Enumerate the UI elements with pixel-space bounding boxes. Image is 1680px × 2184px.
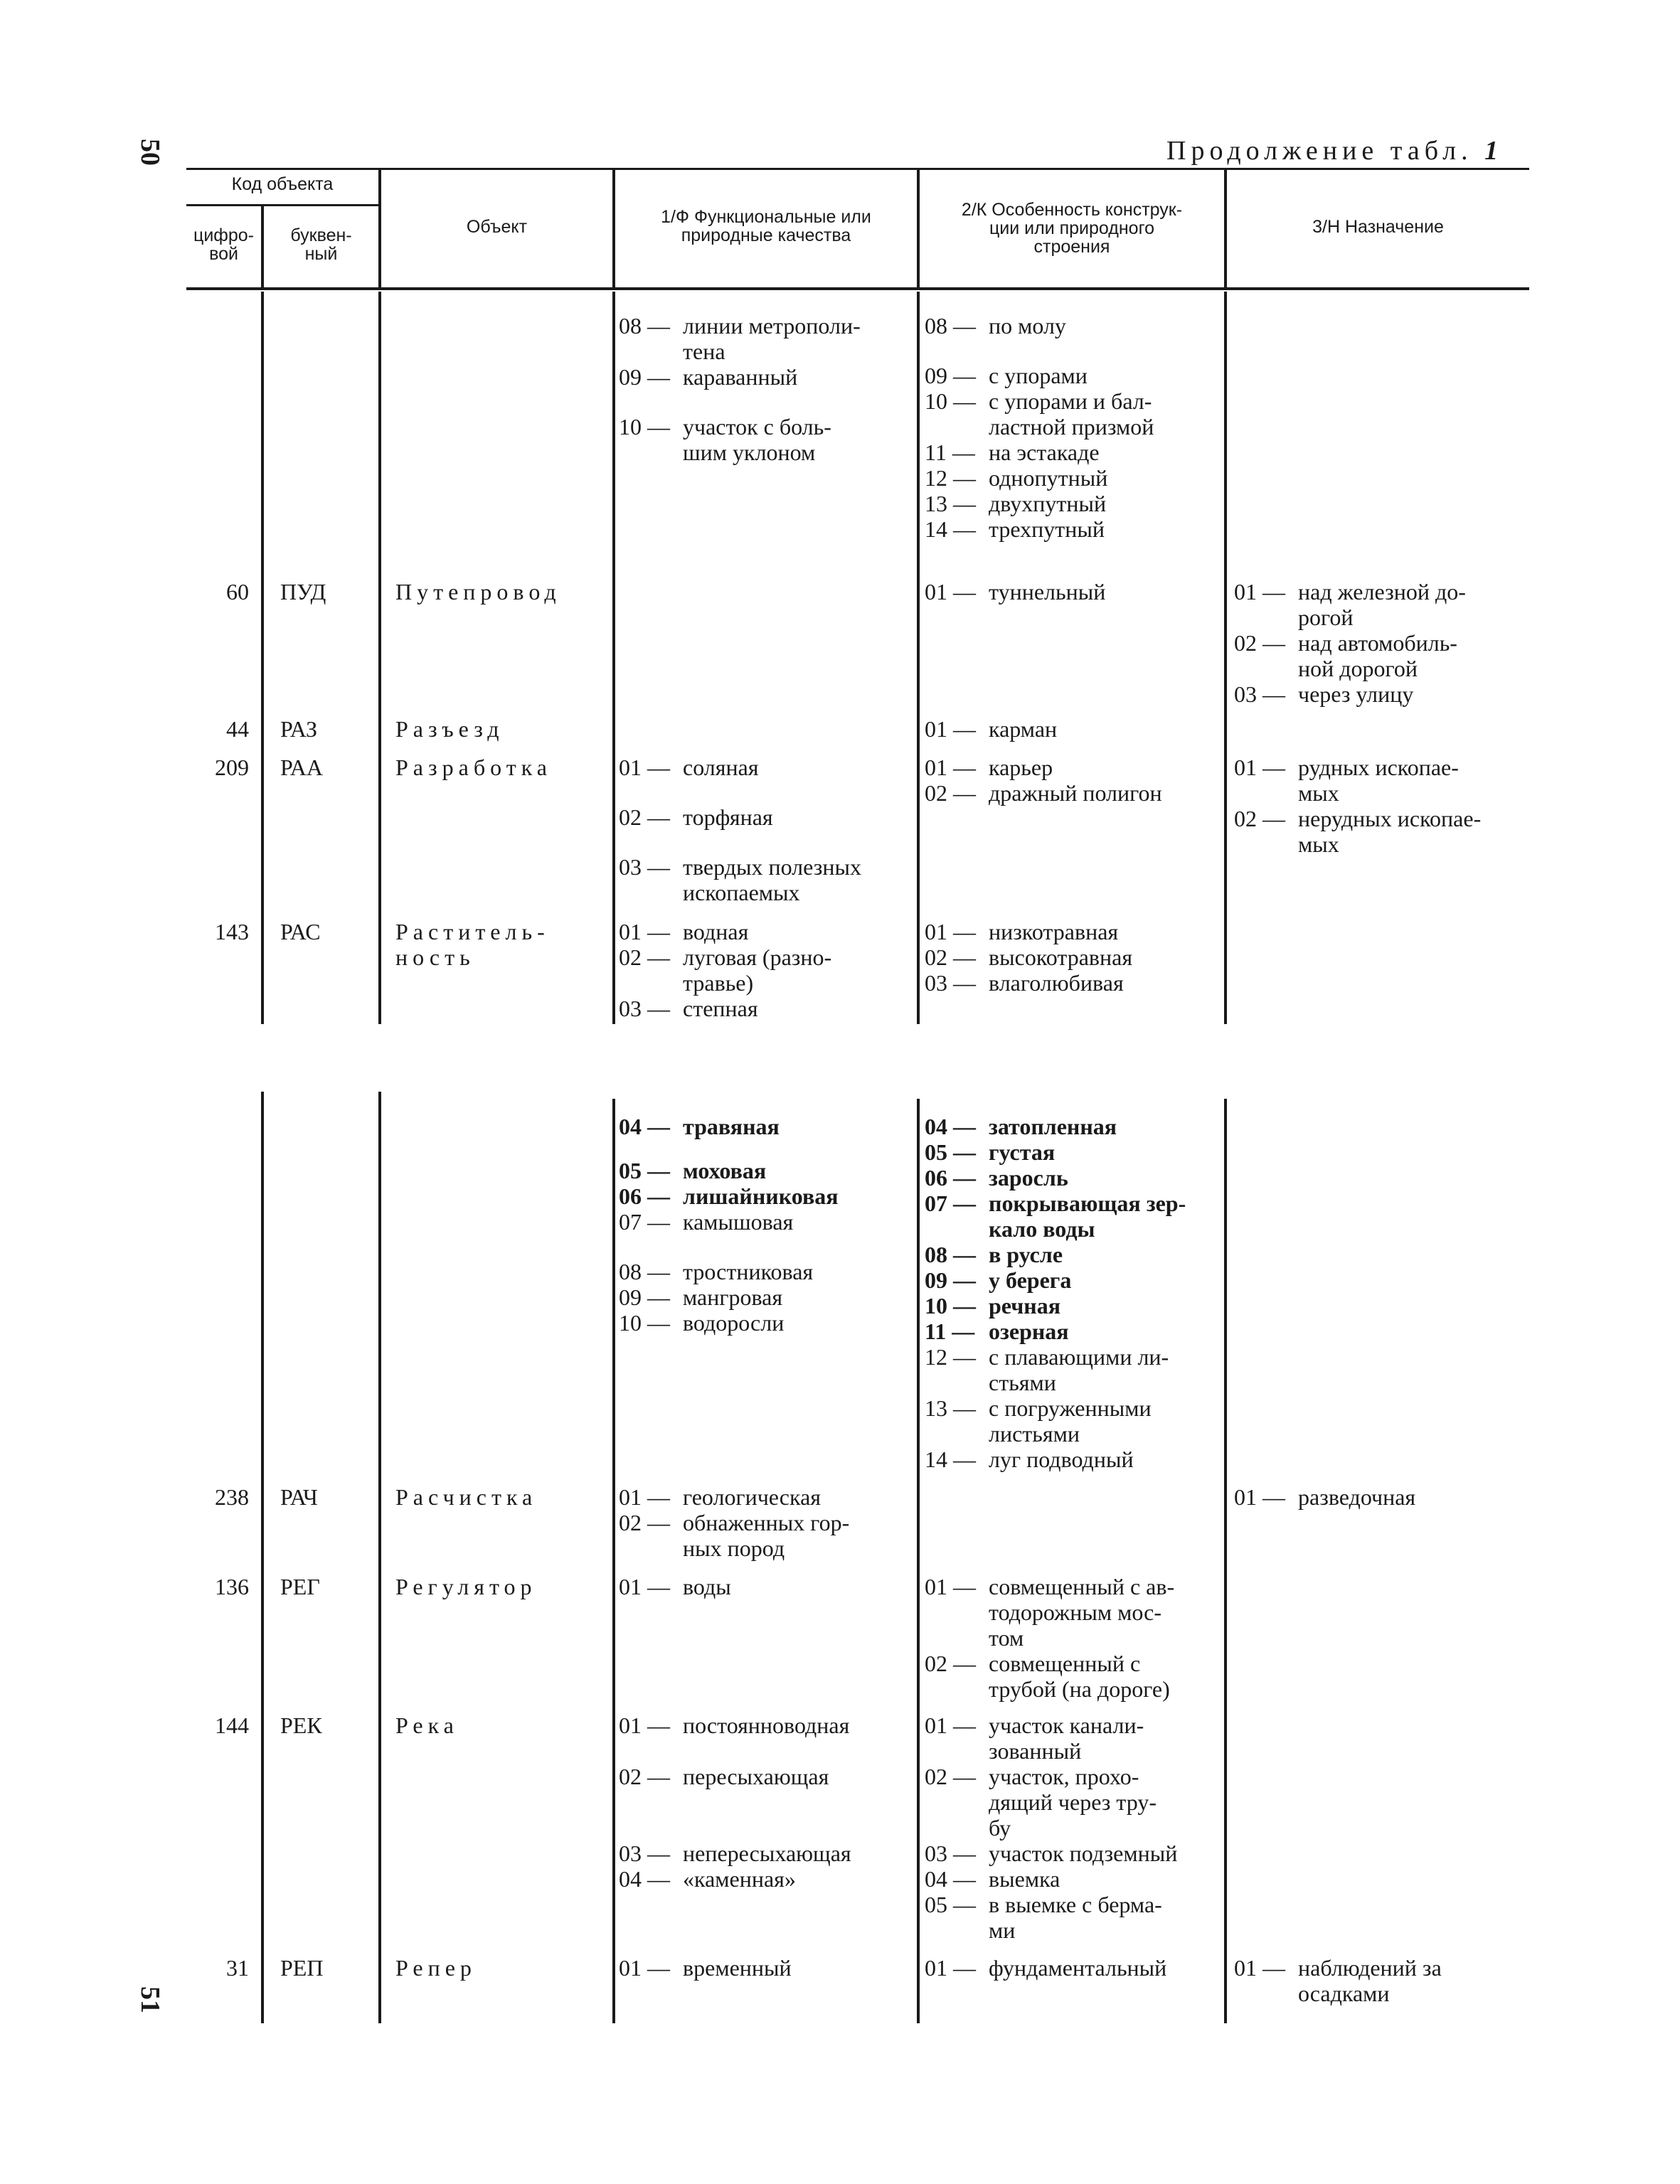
list-item: 11 — на эстакаде bbox=[925, 440, 1100, 465]
row-raa-col1 bbox=[619, 755, 918, 905]
list-item: 09 — с упорами bbox=[925, 363, 1088, 388]
row-pud-letter: ПУД bbox=[280, 579, 326, 604]
row-ras-col2 bbox=[925, 919, 1223, 996]
list-item: 01 — низкотравная bbox=[925, 919, 1119, 944]
list-item: 03 — твердых полезных ископаемых bbox=[619, 854, 861, 905]
table-caption bbox=[1166, 135, 1498, 166]
list-item: 08 — по молу bbox=[925, 313, 1066, 339]
left-page-number: 50 bbox=[135, 139, 165, 166]
list-item: 10 — участок с боль- шим уклоном bbox=[619, 414, 831, 465]
block2-vline-5 bbox=[1224, 1099, 1227, 2023]
list-item: 12 — с плавающими ли- стьями bbox=[925, 1344, 1169, 1395]
caption-number: 1 bbox=[1484, 136, 1499, 166]
header-top-rule bbox=[186, 168, 1529, 170]
list-item: 01 — соляная bbox=[619, 755, 759, 780]
list-item: 08 — линии метрополи- тена bbox=[619, 313, 861, 364]
list-item: 08 — в русле bbox=[925, 1242, 1063, 1267]
list-item: 05 — густая bbox=[925, 1139, 1056, 1165]
list-item: 03 — участок подземный bbox=[925, 1841, 1178, 1866]
block2-vline-3 bbox=[612, 1099, 615, 2023]
list-item: 02 — дражный полигон bbox=[925, 780, 1162, 806]
list-item: 02 — пересыхающая bbox=[619, 1764, 829, 1789]
list-item: 09 — у берега bbox=[925, 1267, 1072, 1293]
list-item: 02 — обнаженных гор- ных пород bbox=[619, 1510, 850, 1561]
row-ras-object: Раститель- ность bbox=[395, 919, 550, 970]
list-item: 03 — степная bbox=[619, 996, 758, 1021]
row-ras-col1 bbox=[619, 919, 918, 1021]
list-item: 03 — непересыхающая bbox=[619, 1841, 851, 1866]
row-rep-code: 31 bbox=[226, 1955, 249, 1981]
list-item: 01 — геологическая bbox=[619, 1484, 821, 1510]
list-item: 06 — лишайниковая bbox=[619, 1183, 839, 1209]
list-item: 01 — совмещенный с ав- тодорожным мос- том bbox=[925, 1574, 1175, 1651]
list-item: 02 — совмещенный с трубой (на дороге) bbox=[925, 1651, 1170, 1702]
list-item: 01 — туннельный bbox=[925, 579, 1106, 604]
row-raz-col2 bbox=[925, 716, 1223, 742]
header-object: Объект bbox=[466, 217, 528, 237]
block2-cont-col2 bbox=[925, 1114, 1223, 1472]
header-code-numeric: цифро- вой bbox=[193, 225, 254, 264]
list-item: 01 — разведочная bbox=[1234, 1484, 1416, 1510]
list-item: 10 — водоросли bbox=[619, 1310, 785, 1336]
row-rep-col2 bbox=[925, 1955, 1223, 1981]
list-item: 01 — временный bbox=[619, 1955, 792, 1981]
header-col1: 1/Ф Функциональные или природные качества bbox=[661, 207, 871, 245]
list-item: 09 — караванный bbox=[619, 364, 798, 390]
list-item: 07 — камышовая bbox=[619, 1209, 794, 1235]
block2-vline-2 bbox=[378, 1092, 381, 2023]
list-item: 02 — высокотравная bbox=[925, 944, 1133, 970]
list-item: 13 — с погруженными листьями bbox=[925, 1395, 1152, 1447]
row-reg-object: Регулятор bbox=[395, 1574, 537, 1599]
list-item: 04 — «каменная» bbox=[619, 1866, 796, 1892]
row-raz-code: 44 bbox=[226, 716, 249, 742]
list-item: 08 — тростниковая bbox=[619, 1259, 814, 1284]
header-code-letter: буквен- ный bbox=[290, 225, 352, 264]
row-ras-code: 143 bbox=[215, 919, 249, 944]
list-item: 02 — участок, прохо- дящий через тру- бу bbox=[925, 1764, 1157, 1841]
list-item: 03 — через улицу bbox=[1234, 681, 1414, 707]
list-item: 14 — трехпутный bbox=[925, 516, 1105, 542]
list-item: 05 — моховая bbox=[619, 1158, 767, 1183]
row-raz-letter: РАЗ bbox=[280, 716, 318, 742]
caption-text: Продолжение табл. bbox=[1166, 136, 1473, 166]
row-rach-col1 bbox=[619, 1484, 918, 1561]
row-pud-code: 60 bbox=[226, 579, 249, 604]
row-rach-letter: РАЧ bbox=[280, 1484, 318, 1510]
row-pud-object: Путепровод bbox=[395, 579, 561, 604]
row-rep-col3 bbox=[1234, 1955, 1547, 2006]
header-col2: 2/К Особенность конструк- ции или природного строения bbox=[961, 200, 1183, 257]
list-item: 04 — выемка bbox=[925, 1866, 1060, 1892]
block1-vline-5 bbox=[1224, 292, 1227, 1024]
row-raa-col3 bbox=[1234, 755, 1547, 857]
row-raa-col2 bbox=[925, 755, 1223, 806]
row-rach-object: Расчистка bbox=[395, 1484, 538, 1510]
list-item: 13 — двухпутный bbox=[925, 491, 1107, 516]
list-item: 11 — озерная bbox=[925, 1319, 1069, 1344]
block2-vline-1 bbox=[261, 1092, 264, 2023]
block1-vline-2 bbox=[378, 292, 381, 1024]
row-rep-col1 bbox=[619, 1955, 918, 1981]
row-rek-code: 144 bbox=[215, 1712, 249, 1738]
block2-cont-col1 bbox=[619, 1114, 918, 1336]
block1-vline-1 bbox=[261, 292, 264, 1024]
header-code-group: Код объекта bbox=[231, 174, 334, 194]
row-pud-col3 bbox=[1234, 579, 1547, 707]
row-reg-col1 bbox=[619, 1574, 918, 1599]
row-rek-col1 bbox=[619, 1712, 918, 1892]
row-rek-object: Река bbox=[395, 1712, 459, 1738]
list-item: 12 — однопутный bbox=[925, 465, 1108, 491]
list-item: 01 — постоянноводная bbox=[619, 1712, 850, 1738]
row-raa-letter: РАА bbox=[280, 755, 323, 780]
list-item: 14 — луг подводный bbox=[925, 1447, 1134, 1472]
header-bottom-rule bbox=[186, 287, 1529, 290]
row-pud-col2 bbox=[925, 579, 1223, 604]
list-item: 01 — карман bbox=[925, 716, 1058, 742]
row-raa-object: Разработка bbox=[395, 755, 552, 780]
block1-cont-col2 bbox=[925, 313, 1223, 542]
list-item: 10 — речная bbox=[925, 1293, 1060, 1319]
row-rach-col3 bbox=[1234, 1484, 1547, 1510]
list-item: 01 — над железной до- рогой bbox=[1234, 579, 1466, 630]
code-group-rule bbox=[186, 204, 378, 206]
list-item: 01 — наблюдений за осадками bbox=[1234, 1955, 1442, 2006]
bottom-page-number: 51 bbox=[135, 1986, 165, 2013]
list-item: 02 — нерудных ископае- мых bbox=[1234, 806, 1482, 857]
list-item: 03 — влаголюбивая bbox=[925, 970, 1124, 996]
list-item: 02 — торфяная bbox=[619, 804, 773, 830]
list-item: 07 — покрывающая зер- кало воды bbox=[925, 1190, 1186, 1242]
list-item: 01 — карьер bbox=[925, 755, 1053, 780]
list-item: 06 — заросль bbox=[925, 1165, 1068, 1190]
list-item: 05 — в выемке с берма- ми bbox=[925, 1892, 1162, 1943]
row-reg-code: 136 bbox=[215, 1574, 249, 1599]
row-reg-col2 bbox=[925, 1574, 1223, 1702]
list-item: 02 — луговая (разно- травье) bbox=[619, 944, 832, 996]
list-item: 10 — с упорами и бал- ластной призмой bbox=[925, 388, 1154, 440]
list-item: 04 — травяная bbox=[619, 1114, 780, 1139]
list-item: 02 — над автомобиль- ной дорогой bbox=[1234, 630, 1457, 681]
list-item: 04 — затопленная bbox=[925, 1114, 1117, 1139]
block1-cont-col1 bbox=[619, 313, 918, 465]
row-raa-code: 209 bbox=[215, 755, 249, 780]
list-item: 09 — мангровая bbox=[619, 1284, 783, 1310]
header-col3: 3/Н Назначение bbox=[1312, 217, 1444, 237]
row-rek-col2 bbox=[925, 1712, 1223, 1943]
row-ras-letter: РАС bbox=[280, 919, 321, 944]
row-raz-object: Разъезд bbox=[395, 716, 504, 742]
list-item: 01 — участок канали- зованный bbox=[925, 1712, 1144, 1764]
block1-vline-3 bbox=[612, 292, 615, 1024]
list-item: 01 — водная bbox=[619, 919, 749, 944]
list-item: 01 — воды bbox=[619, 1574, 731, 1599]
row-rach-code: 238 bbox=[215, 1484, 249, 1510]
row-reg-letter: РЕГ bbox=[280, 1574, 320, 1599]
row-rek-letter: РЕК bbox=[280, 1712, 322, 1738]
row-rep-letter: РЕП bbox=[280, 1955, 324, 1981]
row-rep-object: Репер bbox=[395, 1955, 477, 1981]
list-item: 01 — рудных ископае- мых bbox=[1234, 755, 1459, 806]
list-item: 01 — фундаментальный bbox=[925, 1955, 1167, 1981]
